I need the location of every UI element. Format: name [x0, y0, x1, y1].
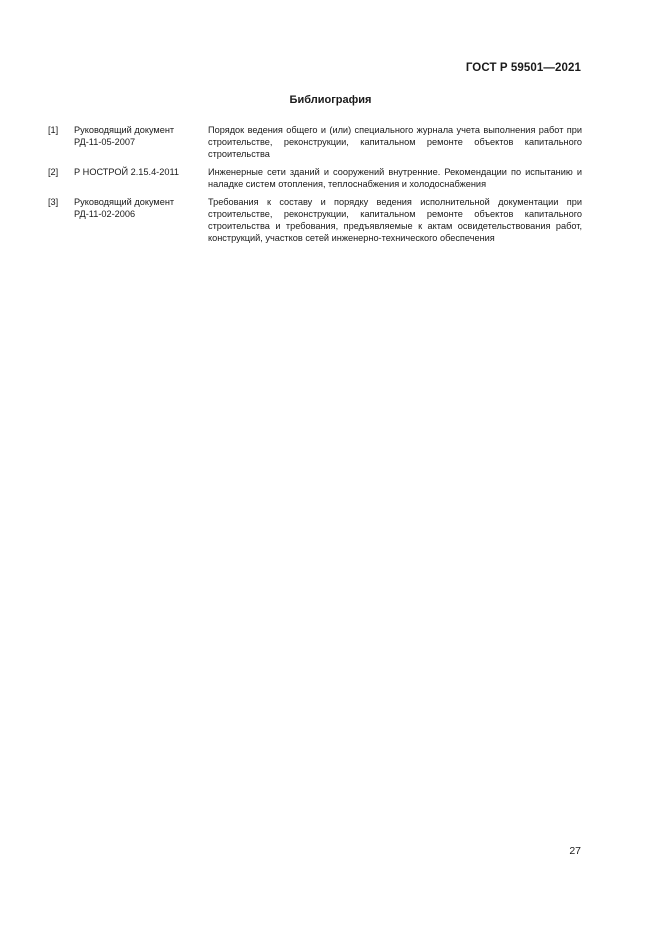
document-code: ГОСТ Р 59501—2021 — [465, 62, 581, 74]
entry-reference: Руководящий документ РД-11-05-2007 — [74, 125, 175, 147]
entry-number: [2] — [48, 167, 59, 177]
bibliography-list — [48, 124, 582, 250]
entry-reference: Р НОСТРОЙ 2.15.4-2011 — [74, 167, 179, 177]
entry-number: [1] — [48, 125, 59, 135]
bibliography-entry — [48, 166, 582, 190]
entry-description: Требования к составу и порядку ведения исполнительной документации при строительстве, реконструкции, капитальном ремонте объектов капитального строительства и требования, предъявляемые к актам освидетельствования работ, конструкций, участков сетей инженерно-технического обеспечения — [208, 197, 582, 243]
entry-number: [3] — [48, 197, 59, 207]
bibliography-entry — [48, 196, 582, 244]
page-number: 27 — [569, 845, 581, 857]
entry-description: Инженерные сети зданий и сооружений внутренние. Рекомендации по испытанию и наладке систем отопления, теплоснабжения и холодоснабжения — [208, 167, 582, 189]
entry-description: Порядок ведения общего и (или) специального журнала учета выполнения работ при строительстве, реконструкции, капитальном ремонте объектов капитального строительства — [208, 125, 582, 159]
section-title: Библиография — [289, 94, 372, 106]
entry-reference: Руководящий документ РД-11-02-2006 — [74, 197, 175, 219]
bibliography-entry — [48, 124, 582, 160]
